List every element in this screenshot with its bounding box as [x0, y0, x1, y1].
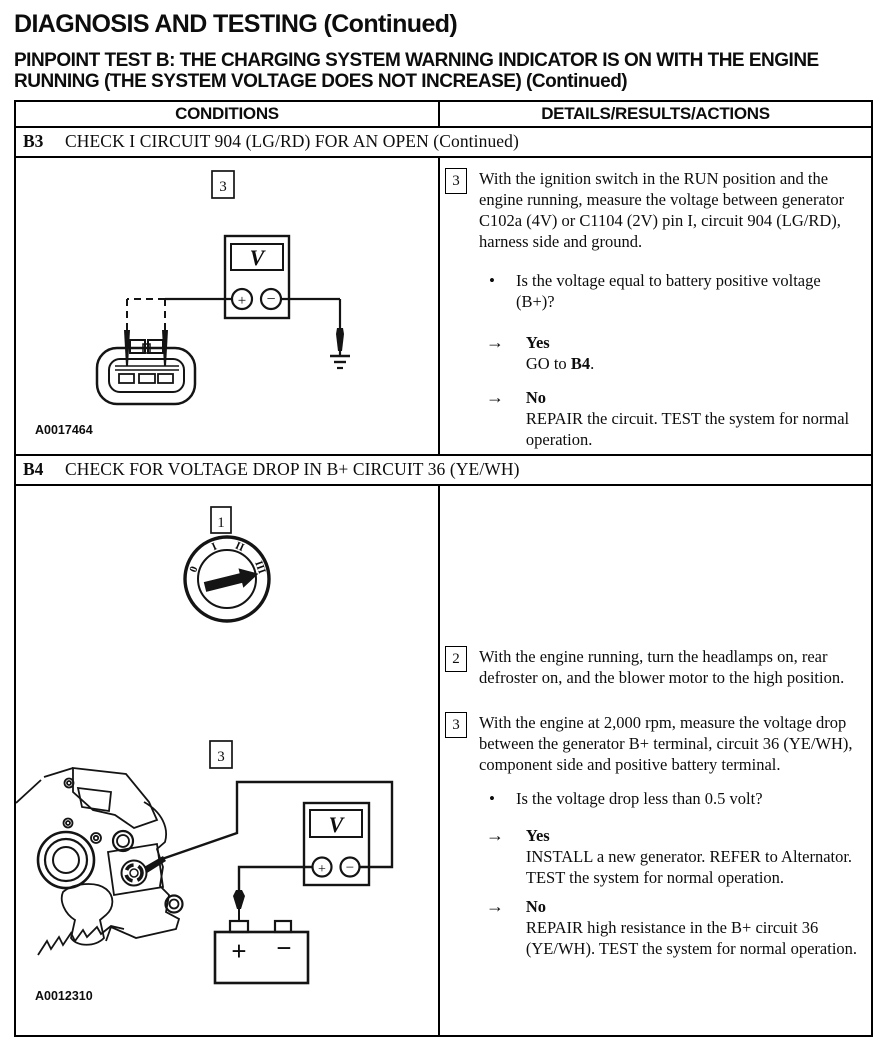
- step-number-box: 2: [445, 646, 467, 672]
- step-instruction: With the ignition switch in the RUN position and the engine running, measure the voltage between generator C102a (4V) or C1104 (2V) pin I, circuit 904 (LG/RD), harness side and ground.: [479, 168, 845, 251]
- pinpoint-test-heading-line2: RUNNING (THE SYSTEM VOLTAGE DOES NOT INCREASE) (Continued): [14, 71, 628, 93]
- result-action-yes: GO to B4.: [525, 353, 595, 373]
- battery-plus-label: +: [231, 935, 247, 966]
- arrow-icon: →: [486, 331, 503, 352]
- voltmeter-to-ground-diagram: [16, 158, 440, 447]
- plus-terminal-label: +: [318, 861, 326, 877]
- bullet-icon: •: [489, 788, 495, 808]
- b4-step-3: [445, 712, 865, 775]
- minus-terminal-label: −: [345, 859, 355, 876]
- pinpoint-test-heading-line1: PINPOINT TEST B: THE CHARGING SYSTEM WARNING INDICATOR IS ON WITH THE ENGINE: [14, 50, 819, 71]
- ignition-and-generator-diagram: [16, 486, 440, 1035]
- test-step-b3-title-row: [16, 128, 871, 158]
- battery-body: [215, 932, 308, 983]
- b4-details-cell: [440, 486, 871, 1035]
- arrow-icon: →: [486, 895, 503, 916]
- connector-outer-shell: [97, 348, 195, 404]
- connector-pin-1: [119, 374, 134, 383]
- figure-id-label: A0017464: [35, 422, 93, 437]
- switch-position-1: I: [210, 540, 219, 554]
- connector-pin-2: [139, 374, 155, 383]
- arrow-icon: →: [486, 386, 503, 407]
- test-step-title-b3: CHECK I CIRCUIT 904 (LG/RD) FOR AN OPEN (Continued): [65, 131, 519, 152]
- result-action-yes: INSTALL a new generator. REFER to Alternator. TEST the system for normal operation.: [525, 846, 853, 887]
- result-action-no: REPAIR the circuit. TEST the system for normal operation.: [525, 408, 850, 449]
- voltmeter-v-label: V: [249, 244, 265, 270]
- result-label-yes: Yes: [525, 825, 550, 845]
- test-step-id-b4: B4: [23, 459, 44, 480]
- result-label-yes: Yes: [525, 332, 550, 352]
- bplus-terminal-center: [130, 869, 138, 877]
- result-action-no: REPAIR high resistance in the B+ circuit 36 (YE/WH). TEST the system for normal operation.: [525, 917, 858, 958]
- figure-step-number-3: 3: [217, 748, 225, 765]
- b3-details-cell: [440, 158, 871, 454]
- switch-position-3: III: [252, 559, 268, 576]
- b4-no-result: [486, 896, 865, 959]
- b4-yes-result: [486, 825, 865, 888]
- pinpoint-test-table: [14, 100, 873, 1037]
- b4-step-2: [445, 646, 865, 688]
- question-text: Is the voltage equal to battery positive voltage (B+)?: [516, 270, 821, 311]
- battery-minus-label: −: [276, 932, 292, 963]
- step-instruction: With the engine at 2,000 rpm, measure the voltage drop between the generator B+ terminal, circuit 36 (YE/WH), component side and positive battery terminal.: [479, 712, 853, 774]
- spacer: [445, 496, 865, 646]
- step-number-box: 3: [445, 712, 467, 738]
- battery-positive-post: [230, 921, 248, 932]
- conditions-column-header: CONDITIONS: [16, 102, 440, 126]
- test-step-b3-row: [16, 158, 871, 456]
- b3-no-result: [486, 387, 865, 450]
- question-text: Is the voltage drop less than 0.5 volt?: [516, 788, 763, 808]
- positive-lead-wire: [239, 867, 312, 890]
- switch-position-2: II: [233, 539, 246, 555]
- voltmeter-v-label: V: [328, 811, 344, 837]
- page-title: DIAGNOSIS AND TESTING (Continued): [14, 10, 458, 38]
- battery-negative-post: [275, 921, 291, 932]
- switch-position-0: 0: [187, 564, 201, 574]
- step-number-box: 3: [445, 168, 467, 194]
- result-label-no: No: [525, 896, 547, 916]
- battery-probe: [233, 890, 245, 909]
- figure-id-label: A0012310: [35, 988, 93, 1003]
- ground-probe: [336, 328, 344, 351]
- b3-conditions-cell: [16, 158, 440, 454]
- details-column-header: DETAILS/RESULTS/ACTIONS: [541, 103, 770, 123]
- result-label-no: No: [525, 387, 547, 407]
- plus-terminal-label: +: [237, 292, 247, 309]
- b4-question: [489, 788, 865, 809]
- meter-loop-wire: [162, 782, 392, 867]
- test-step-id-b3: B3: [23, 131, 44, 152]
- figure-step-number-1: 1: [217, 514, 225, 531]
- test-step-b4-row: [16, 486, 871, 1035]
- arrow-icon: →: [486, 824, 503, 845]
- b3-question: [489, 270, 865, 312]
- test-step-b4-title-row: [16, 456, 871, 486]
- connector-pin-3: [158, 374, 173, 383]
- minus-terminal-label: −: [266, 290, 276, 308]
- table-header-row: [16, 102, 871, 128]
- b4-conditions-cell: [16, 486, 440, 1035]
- pinpoint-test-heading: [14, 50, 873, 93]
- b3-step-3: [445, 168, 865, 252]
- b3-yes-result: [486, 332, 865, 374]
- test-step-title-b4: CHECK FOR VOLTAGE DROP IN B+ CIRCUIT 36 (YE/WH): [65, 459, 520, 480]
- figure-step-number: 3: [219, 178, 227, 195]
- bullet-icon: •: [489, 270, 495, 290]
- step-instruction: With the engine running, turn the headlamps on, rear defroster on, and the blower motor to the high position.: [479, 646, 845, 687]
